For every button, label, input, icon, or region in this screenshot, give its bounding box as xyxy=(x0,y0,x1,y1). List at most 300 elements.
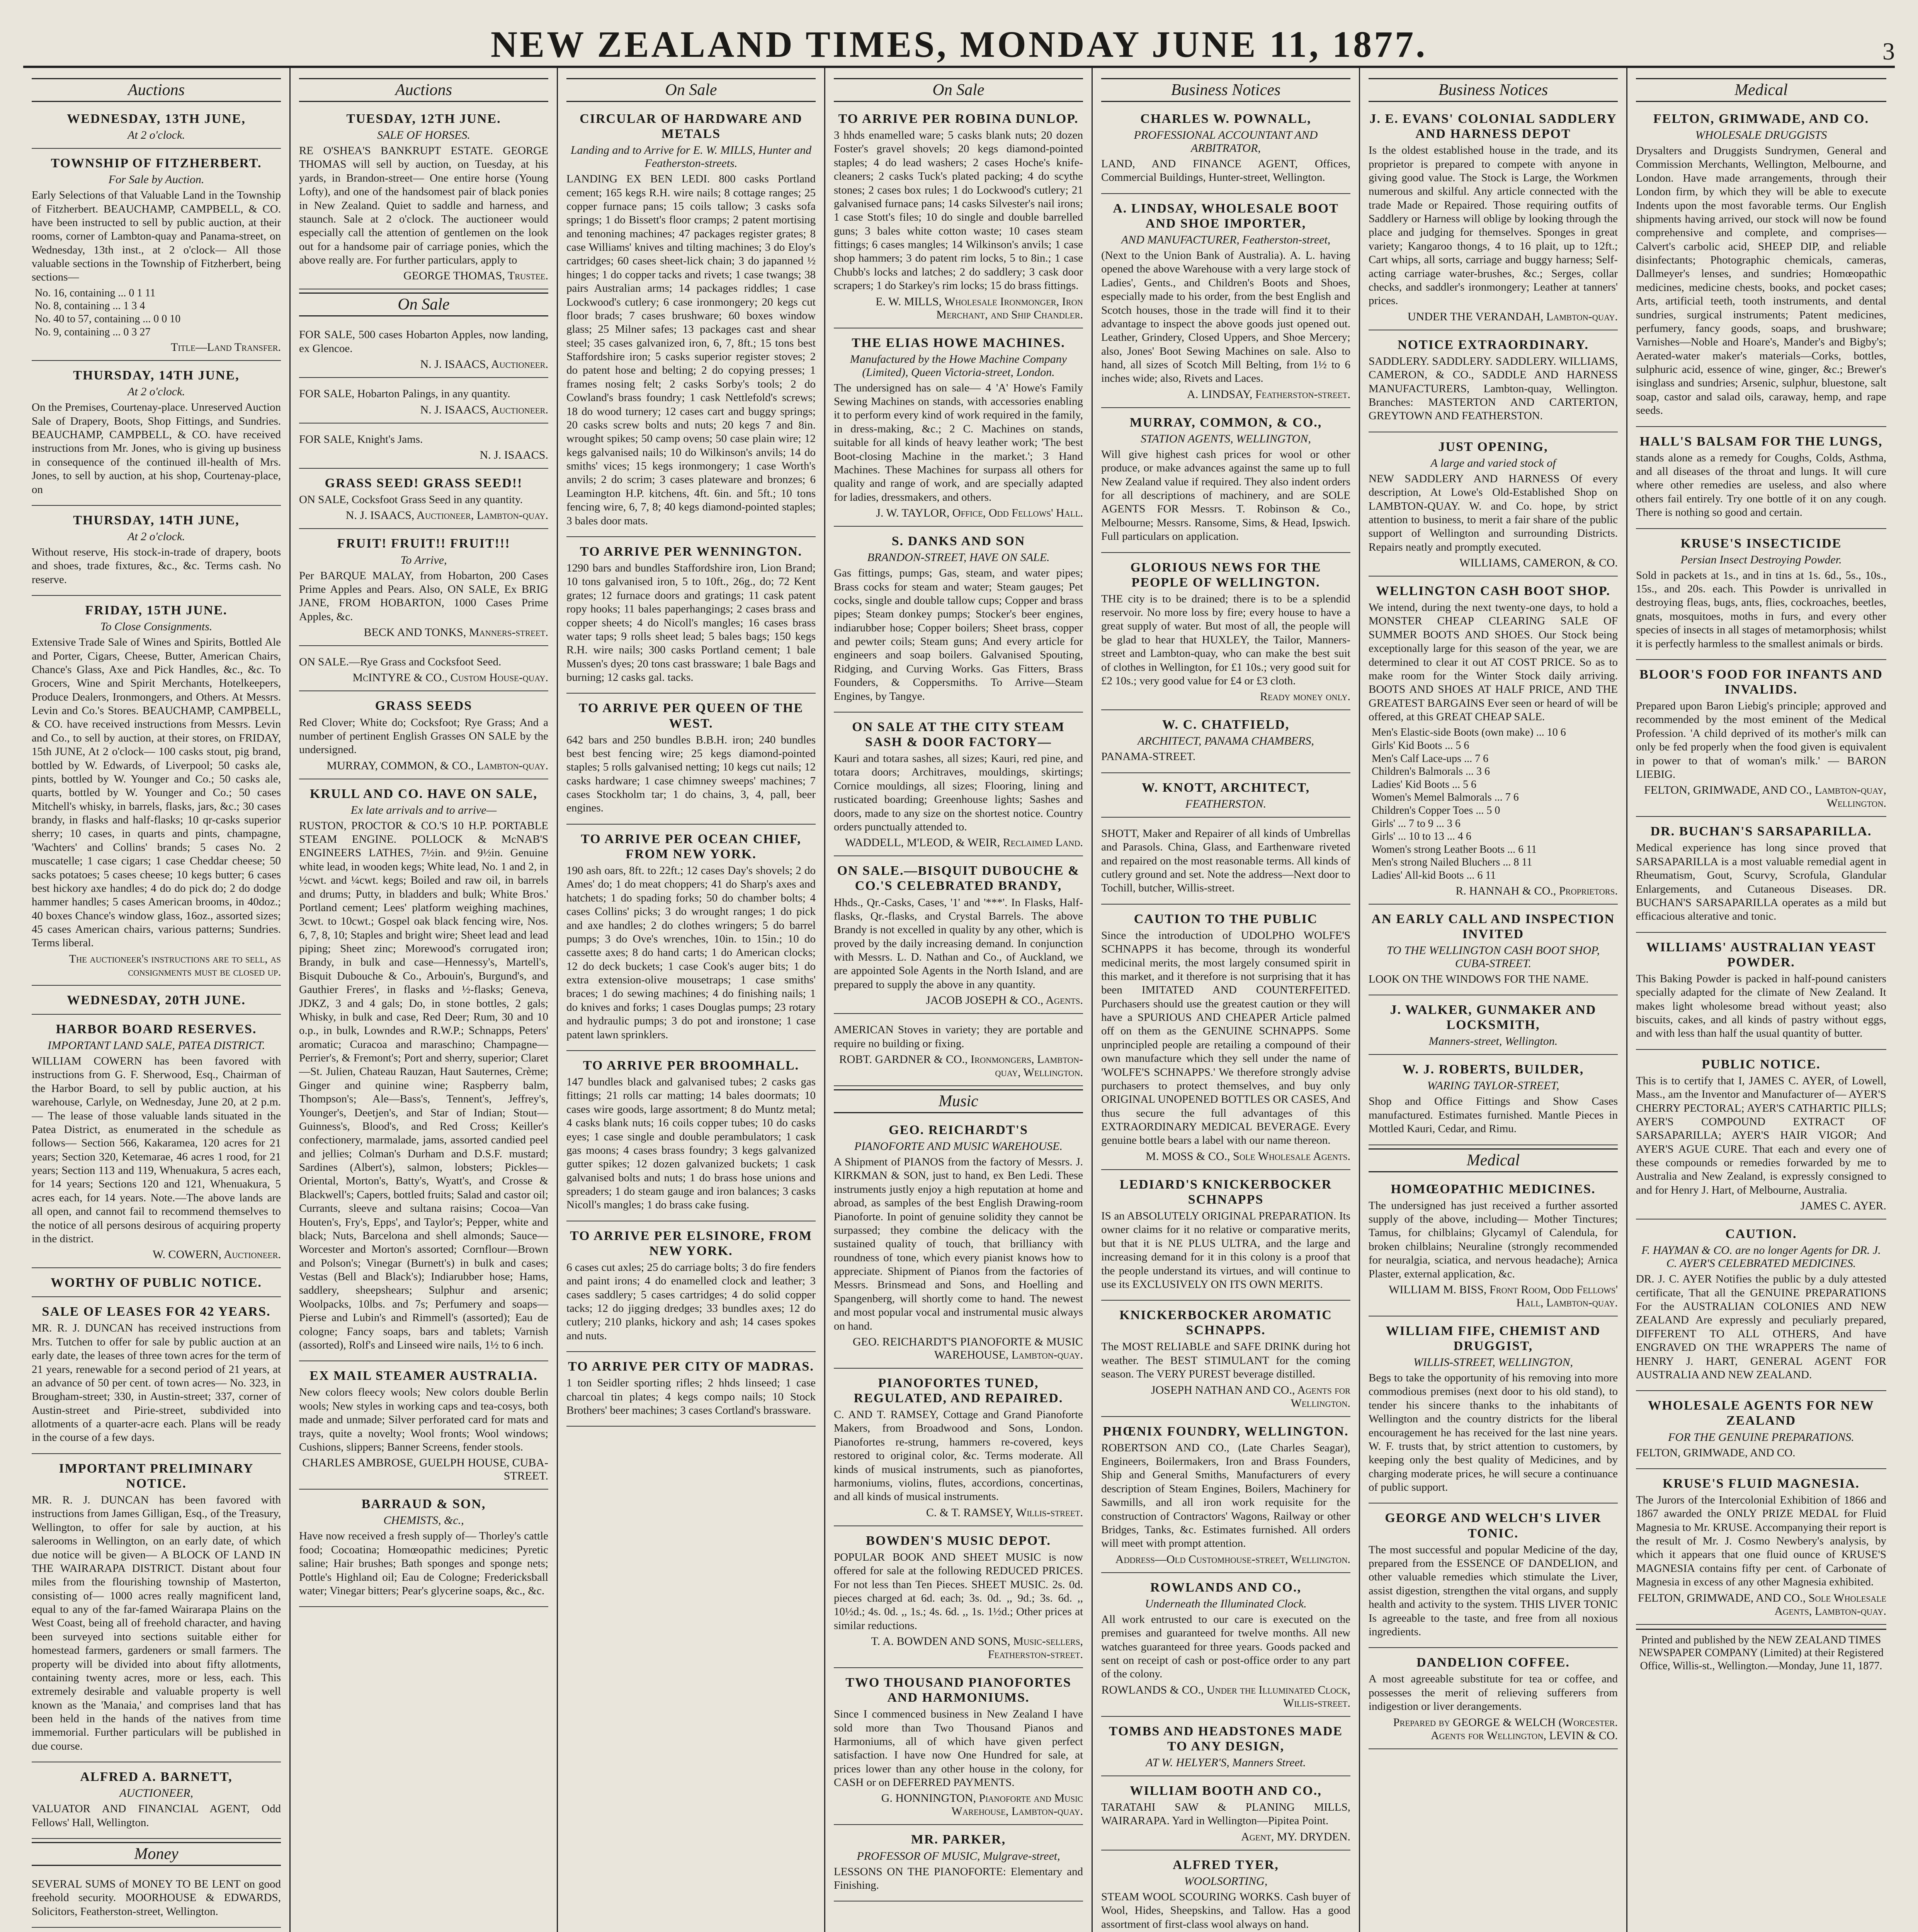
ad-body: MR. R. J. DUNCAN has received instructions from Mrs. Tutchen to offer for sale by public auction at an early date, the leases of three town acres for the term of 21 years, renewable for a second period of 21 years, at an advance of 50 per cent. of town acres— No. 323, in Brougham-street; 330, in Austin-street; 337, corner of Austin-street and Pirie-street, subdivided into allotments of a quarter-acre each. Plans will be ready in the course of a few days. xyxy=(32,1322,281,1444)
advertisement xyxy=(32,1765,281,1839)
ad-body: The MOST RELIABLE and SAFE DRINK during hot weather. The BEST STIMULANT for the coming season. The VERY PUREST beverage distilled. xyxy=(1101,1340,1350,1381)
ad-heading: ON SALE.—BISQUIT DUBOUCHE & CO.'S CELEBRATED BRANDY, xyxy=(837,864,1080,893)
ad-list-item: Children's Balmorals ... 3 6 xyxy=(1372,765,1490,778)
section-heading: Money xyxy=(32,1842,281,1866)
ad-subheading: PROFESSOR OF MUSIC, Mulgrave-street, xyxy=(857,1849,1060,1862)
advertisement xyxy=(1101,1173,1350,1301)
ad-signature: BECK AND TONKS, Manners-street. xyxy=(364,626,548,639)
ad-heading: TOWNSHIP OF FITZHERBERT. xyxy=(51,156,262,171)
advertisement xyxy=(566,1225,816,1352)
ad-signature: WILLIAMS, CAMERON, & CO. xyxy=(1459,556,1618,569)
advertisement xyxy=(1369,908,1618,996)
ad-heading: PUBLIC NOTICE. xyxy=(1702,1057,1821,1071)
ad-heading: ALFRED TYER, xyxy=(1173,1857,1279,1872)
advertisement xyxy=(1101,1854,1350,1932)
advertisement xyxy=(834,1119,1083,1369)
advertisement xyxy=(834,859,1083,1014)
ad-heading: BARRAUD & SON, xyxy=(361,1497,486,1512)
ad-subheading: FOR THE GENUINE PREPARATIONS. xyxy=(1668,1430,1854,1444)
ad-body: WILLIAM COWERN has been favored with instructions from G. F. Sherwood, Esq., Chairman of the Harbor Board, to sell by public auction, at his warehouse, Carlyle, on Wednesday, June 20, at 2 p.m.— The lease of those valuable lands situated in the Patea District, as enumerated in the schedule as follows— Section 566, Kakaramea, 120 acres for 21 years; Section 320, Ketemarae, 46 acres 1 rood, for 21 years; Section 113 and 119, Whenuakura, 5 acres each, for 14 years; Sections 120 and 121, Whenuakura, 5 acres each, for 14 years. Note.—The above lands are all open, and cannot fail to recommend themselves to the notice of all persons desirous of acquiring property in the district. xyxy=(32,1055,281,1245)
advertisement xyxy=(834,1828,1083,1901)
ad-signature: Agent, MY. DRYDEN. xyxy=(1241,1830,1350,1843)
advertisement xyxy=(566,1054,816,1221)
ad-signature: ROWLANDS & CO., Under the Illuminated Clock, Willis-street. xyxy=(1101,1683,1350,1709)
advertisement xyxy=(1101,411,1350,553)
ad-heading: ON SALE AT THE CITY STEAM SASH & DOOR FACTORY— xyxy=(852,719,1065,749)
column-5 xyxy=(1093,68,1360,1932)
advertisement xyxy=(1636,1223,1886,1391)
ad-heading: PIANOFORTES TUNED, REGULATED, AND REPAIRED. xyxy=(854,1376,1063,1405)
ad-signature: Ready money only. xyxy=(1260,690,1350,703)
ad-list-item: Women's Memel Balmorals ... 7 6 xyxy=(1372,791,1519,804)
advertisement xyxy=(1101,1779,1350,1850)
advertisement xyxy=(1636,1394,1886,1469)
ad-heading: TWO THOUSAND PIANOFORTES AND HARMONIUMS. xyxy=(845,1675,1071,1705)
ad-body: The undersigned has on sale— 4 'A' Howe's Family Sewing Machines on stands, with accessories enabling it to perform every kind of work required in the family, in dress-making, &c.; 2 C. Machines on stands, suitable for all kinds of heavy leather work; 'The best Boot-closing Machine in the market.'; 3 Hand Machines. These Machines for surpass all others for quality and range of work, and are specially adapted for ladies, dressmakers, and others. xyxy=(834,381,1083,503)
ad-body: Kauri and totara sashes, all sizes; Kauri, red pine, and totara doors; Architraves, mouldings, skirtings; Cornice mouldings, all sizes; Flooring, lining and rusticated boarding; Greenhouse lights; Sashes and doors, made to any size on the shortest notice. Country orders punctually attended to. xyxy=(834,752,1083,833)
ad-heading: W. C. CHATFIELD, xyxy=(1162,718,1290,732)
ad-list-item: Ladies' All-kid Boots ... 6 11 xyxy=(1372,869,1496,881)
ad-body: LOOK ON THE WINDOWS FOR THE NAME. xyxy=(1369,973,1589,985)
ad-body: LAND, AND FINANCE AGENT, Offices, Commercial Buildings, Hunter-street, Wellington. xyxy=(1101,158,1350,184)
ad-heading: FRUIT! FRUIT!! FRUIT!!! xyxy=(337,536,510,551)
ad-subheading: Manners-street, Wellington. xyxy=(1428,1035,1558,1048)
ad-heading: KRUSE'S FLUID MAGNESIA. xyxy=(1663,1476,1860,1491)
ad-heading: TO ARRIVE PER ELSINORE, FROM NEW YORK. xyxy=(570,1228,812,1258)
ad-signature: MURRAY, COMMON, & CO., Lambton-quay. xyxy=(326,759,548,772)
ad-heading: MURRAY, COMMON, & CO., xyxy=(1129,415,1322,430)
advertisement xyxy=(1101,713,1350,773)
ad-body: AMERICAN Stoves in variety; they are portable and require no building or fixing. xyxy=(834,1024,1083,1050)
ad-body: VALUATOR AND FINANCIAL AGENT, Odd Fellows' Hall, Wellington. xyxy=(32,1803,281,1829)
ad-signature: UNDER THE VERANDAH, Lambton-quay. xyxy=(1407,310,1618,323)
advertisement xyxy=(1101,1304,1350,1417)
advertisement xyxy=(1101,776,1350,818)
ad-signature: N. J. ISAACS, Auctioneer, Lambton-quay. xyxy=(345,509,548,522)
ad-body: RUSTON, PROCTOR & CO.'S 10 H.P. PORTABLE STEAM ENGINE. POLLOCK & McNAB'S ENGINEERS LATHES, 7½in. and 9½in. Genuine white lead, in wooden kegs; White lead, No. 1 and 2, in ½cwt. and ¼cwt. kegs; Boiled and raw oil, in barrels and drums; Putty, in bladders and bulk; White Bros.' Portland cement; Lees' platform weighing machines, 3cwt. to 10cwt.; Gospel oak black fencing wire, Nos. 6, 7, 8, 10; Staples and bright wire; Sheet lead and lead piping; Sheet zinc; Morewood's corrugated iron; Brandy, in bulk and case—Hennessy's, Martell's, Bisquit Dubouche & Co., Arbouin's, Burgund's, and Gauthier Freres', in flasks and ½-flasks; Geneva, JDKZ, 3 and 4 gals; Do, in stone bottles, 2 gals; Whisky, in bulk and case, Red Deer; Rum, 30 and 10 o.p., in bulk, Lowndes and R.W.P.; Schnapps, Peters' aromatic; Curacoa and maraschino; Champagne—Perrier's, & Fremont's; Port and sherry, superior; Claret—St. Julien, Chateau Rauzan, Haut Sauternes, Crème; Ginger and quinine wine; Raspberry balm, Thompson's; Ale—Bass's, Tennent's, Jeffrey's, Younger's, Deetjen's, and Star of Indian; Stout—Guinness's, Blood's, and Red Cross; Keiller's confectionery, marmalade, jams, assorted candied peel and jellies; Colman's Durham and D.S.F. mustard; Sardines (Albert's), salmon, lobsters; Pickles—Oriental, Morton's, Batty's, Wyatt's, and Crosse & Blackwell's; Capers, bottled fruits; Salad and castor oil; Currants, sleeve and sultana raisins; Cocoa—Van Houten's, Fry's, Epps', and Taylor's; Pepper, white and black; Nuts, Barcelona and shell almonds; Sauce—Worcester and Morton's assorted; Cornflour—Brown and Polson's; Vinegar (Burnett's) in bulk and cases; Vestas (Bell and Black's); Indiarubber hose; Hams, saddlery, sheepshears; Sulphur and arsenic; Woolpacks, 10lbs. and 7s; Perfumery and soaps—Pierse and Lubin's and Rimmell's (assorted); Eau de cologne; Fancy soaps, bars and tablets; Varnish (assorted), Rolf's and Linseed wire nails, 1½ to 6 inch. xyxy=(299,819,548,1351)
advertisement xyxy=(1101,197,1350,408)
ad-heading: GLORIOUS NEWS FOR THE PEOPLE OF WELLINGTON. xyxy=(1130,560,1321,590)
advertisement xyxy=(1101,107,1350,194)
ad-heading: DR. BUCHAN'S SARSAPARILLA. xyxy=(1650,824,1872,839)
section-heading: Medical xyxy=(1636,78,1886,102)
ad-heading: AN EARLY CALL AND INSPECTION INVITED xyxy=(1371,912,1615,941)
ad-signature: J. W. TAYLOR, Office, Odd Fellows' Hall. xyxy=(876,507,1083,520)
ad-body: IS an ABSOLUTELY ORIGINAL PREPARATION. Its owner claims for it no relative or comparative merits, but that it is NE PLUS ULTRA, and the large and increasing demand for it in this colony is a proof that the people understand its virtues, and will continue to use its EXCLUSIVELY ON ITS OWN MERITS. xyxy=(1101,1210,1350,1291)
ad-subheading: A large and varied stock of xyxy=(1430,456,1556,469)
advertisement xyxy=(32,364,281,506)
ad-heading: ROWLANDS AND CO., xyxy=(1150,1580,1302,1595)
ad-signature: N. J. ISAACS, Auctioneer. xyxy=(420,403,548,416)
advertisement xyxy=(566,540,816,694)
ad-subheading: PROFESSIONAL ACCOUNTANT AND ARBITRATOR, xyxy=(1134,129,1318,155)
ad-list-item: Men's Calf Lace-ups ... 7 6 xyxy=(1372,752,1489,765)
advertisement xyxy=(1636,1053,1886,1219)
ad-body: Prepared upon Baron Liebig's principle; approved and recommended by the most eminent of the Medical Profession. 'A child deprived of its mother's milk can only be fed properly when the food given is equivalent in power to that of woman's milk.' — BARON LIEBIG. xyxy=(1636,700,1886,781)
ad-list xyxy=(1369,726,1618,882)
ad-heading: CHARLES W. POWNALL, xyxy=(1140,112,1311,126)
advertisement xyxy=(299,427,548,469)
advertisement xyxy=(32,1457,281,1762)
ad-signature: E. W. MILLS, Wholesale Ironmonger, Iron Merchant, and Ship Chandler. xyxy=(876,295,1083,321)
ad-list-item: Women's strong Leather Boots ... 6 11 xyxy=(1372,843,1537,855)
ad-heading: TO ARRIVE PER ROBINA DUNLOP. xyxy=(838,112,1079,126)
ad-signature: G. HONNINGTON, Pianoforte and Music Warehouse, Lambton-quay. xyxy=(881,1792,1083,1818)
advertisement xyxy=(834,1017,1083,1086)
masthead-title: NEW ZEALAND TIMES, MONDAY JUNE 11, 1877. xyxy=(490,24,1428,65)
advertisement xyxy=(1101,1576,1350,1717)
ad-heading: TO ARRIVE PER WENNINGTON. xyxy=(580,544,803,559)
ad-signature: T. A. BOWDEN AND SONS, Music-sellers, Featherston-street. xyxy=(871,1635,1083,1661)
ad-signature: Prepared by GEORGE & WELCH (Worcester. Agents for Wellington, LEVIN & CO. xyxy=(1393,1716,1618,1742)
advertisement xyxy=(834,530,1083,713)
advertisement xyxy=(299,1493,548,1607)
advertisement xyxy=(1636,532,1886,660)
ad-body: 1 ton Seidler sporting rifles; 2 hhds linseed; 1 case charcoal tin plates; 4 kegs compo nails; 10 Stock Brothers' beer machines; 3 cases Cortland's brassware. xyxy=(566,1377,816,1417)
ad-subheading: WOOLSORTING, xyxy=(1184,1874,1268,1888)
column-6 xyxy=(1360,68,1627,1932)
advertisement xyxy=(299,107,548,289)
advertisement xyxy=(834,1372,1083,1526)
ad-body: FOR SALE, Hobarton Palings, in any quantity. xyxy=(299,388,510,400)
ad-heading: KNICKERBOCKER AROMATIC SCHNAPPS. xyxy=(1119,1308,1332,1338)
advertisement xyxy=(566,1355,816,1427)
ad-signature: Address—Old Customhouse-street, Wellington. xyxy=(1115,1553,1350,1566)
ad-subheading: WILLIS-STREET, WELLINGTON, xyxy=(1413,1356,1573,1369)
ad-heading: THURSDAY, 14TH JUNE, xyxy=(73,513,240,527)
advertisement xyxy=(1101,821,1350,905)
ad-body: 1290 bars and bundles Staffordshire iron, Lion Brand; 10 tons galvanised iron, 5 to 10ft., 26g., do; 72 Kent grates; 12 furnace doors and gratings; 11 cask patent ropy hooks; 11 bales paperhangings; 2 cases brass and copper sheets; 4 do Nicoll's mangles; 16 cases brass water taps; 9 rolls sheet lead; 5 bales bags; 150 kegs R.H. wire nails; 300 casks Portland cement; 1 bale Mussen's dyes; 20 tons cast brassware; 1 bale Bags and burning; 12 casks gal. tacks. xyxy=(566,562,816,684)
ad-body: A Shipment of PIANOS from the factory of Messrs. J. KIRKMAN & SON, just to hand, ex Ben Ledi. These instruments justly enjoy a high reputation at home and abroad, as samples of the best English Drawing-room Pianoforte. In point of genuine solidity they cannot be surpassed; they combine the delicacy with the sustained quality of touch, that brilliancy with roundness of tone, which every pianist knows how to appreciate. Shipment of Pianos from the factories of Messrs. Brinsmead and Sons, and Hoelling and Spangenberg, will shortly come to hand. The newest and most popular vocal and instrumental music always on hand. xyxy=(834,1156,1083,1332)
ad-heading: CIRCULAR OF HARDWARE AND METALS xyxy=(580,112,803,141)
ad-heading: WELLINGTON CASH BOOT SHOP. xyxy=(1376,584,1610,598)
ad-list-item: No. 16, containing ... 0 1 11 xyxy=(35,287,156,299)
ad-list xyxy=(32,287,281,338)
ad-body: stands alone as a remedy for Coughs, Colds, Asthma, and all diseases of the throat and lungs. It will cure where other remedies are useless, and also where others fail entirely. Try one bottle of it on any cough. There is nothing so good and certain. xyxy=(1636,451,1886,519)
ad-body: Red Clover; White do; Cocksfoot; Rye Grass; And a number of pertinent English Grasses ON SALE by the undersigned. xyxy=(299,716,548,756)
advertisement xyxy=(32,989,281,1015)
ad-subheading: WARING TAYLOR-STREET, xyxy=(1427,1079,1559,1092)
advertisement xyxy=(566,107,816,537)
ad-subheading: For Sale by Auction. xyxy=(108,173,204,186)
advertisement xyxy=(1369,998,1618,1055)
section-heading: On Sale xyxy=(566,78,816,102)
ad-body: Hhds., Qr.-Casks, Cases, '1' and '***'. In Flasks, Half-flasks, Qr.-flasks, and Crystal Barrels. The above Brandy is not excelled in quality by any other, which is proved by the daily increasing demand. In conjunction with Messrs. L. D. Nathan and Co., of Auckland, we are appointed Sole Agents in the North Island, and are prepared to supply the above in any quantity. xyxy=(834,896,1083,991)
section-heading: On Sale xyxy=(299,293,548,316)
ad-subheading: IMPORTANT LAND SALE, PATEA DISTRICT. xyxy=(48,1039,265,1052)
ad-list-item: Men's Elastic-side Boots (own make) ... 10 6 xyxy=(1372,726,1566,739)
advertisement xyxy=(1101,1420,1350,1573)
ad-body: SADDLERY. SADDLERY. SADDLERY. WILLIAMS, CAMERON, & CO., SADDLE AND HARNESS MANUFACTURERS, Lambton-quay, Wellington. Branches: MASTERTON AND CARTERTON, GREYTOWN AND FEATHERSTON. xyxy=(1369,355,1618,422)
ad-signature: McINTYRE & CO., Custom House-quay. xyxy=(352,671,548,684)
ad-subheading: Manufactured by the Howe Machine Company (Limited), Queen Victoria-street, London. xyxy=(850,352,1067,379)
ad-subheading: AND MANUFACTURER, Featherston-street, xyxy=(1121,233,1331,247)
ad-subheading: ARCHITECT, PANAMA CHAMBERS, xyxy=(1138,735,1314,748)
advertisement xyxy=(1636,936,1886,1050)
ad-body: 190 ash oars, 8ft. to 22ft.; 12 cases Day's shovels; 2 do Ames' do; 1 do meat choppers; 41 do Sharp's axes and hatchets; 1 do spading forks; 50 do chamber bolts; 4 cases Collins' picks; 3 do wrought ranges; 1 do pick and axe handles; 2 do clothes wringers; 5 do barrel pumps; 3 do Ove's wrenches, 10in. to 15in.; 10 do cassette axes; 8 do hand carts; 1 do American clocks; 12 do deck buckets; 1 case Cook's auger bits; 1 do extra extension-olive mousetraps; 1 case smiths' braces; 1 do sewing machines; 4 do finishing nails; 1 do knives and forks; 1 cases Douglas pumps; 23 rotary and hydraulic pumps; 3 do pot and ironstone; 1 case patent lawn sprinklers. xyxy=(566,864,816,1041)
ad-signature: R. HANNAH & CO., Proprietors. xyxy=(1456,884,1618,897)
ad-signature: FELTON, GRIMWADE, AND CO., Lambton-quay, Wellington. xyxy=(1644,784,1886,810)
advertisement xyxy=(834,1671,1083,1825)
ad-subheading: FEATHERSTON. xyxy=(1185,797,1267,810)
ad-body: Gas fittings, pumps; Gas, steam, and water pipes; Brass cocks for steam and water; Steam gauges; Pet cocks, single and double tallow cups; Copper and brass pipes; Steam donkey pumps; Stocker's beer engines, indiarubber hose; Copper boilers; Sheet brass, copper and pewter coils; Steam guns; And every article for engineers and soap boilers. Galvanised Spouting, Ridging, and Curving Works. Gas Fitters, Brass Founders, & Coppersmiths. To Arrive—Steam Engines, by Tangye. xyxy=(834,567,1083,702)
ad-subheading: CHEMISTS, &c., xyxy=(383,1514,464,1527)
ad-heading: J. WALKER, GUNMAKER AND LOCKSMITH, xyxy=(1390,1003,1597,1032)
advertisement xyxy=(32,107,281,149)
ad-heading: S. DANKS AND SON xyxy=(891,534,1025,549)
ad-subheading: Landing and to Arrive for E. W. MILLS, Hunter and Featherston-streets. xyxy=(570,144,812,170)
ad-body: LESSONS ON THE PIANOFORTE: Elementary and Finishing. xyxy=(834,1865,1083,1891)
ad-body: Medical experience has long since proved that SARSAPARILLA is a most valuable remedial agent in Rheumatism, Gout, Scurvy, Scrofula, Glandular Enlargements, and Cutaneous Diseases. DR. BUCHAN'S SARSAPARILLA operates as a mild but efficacious alterative and tonic. xyxy=(1636,842,1886,923)
advertisement xyxy=(299,694,548,779)
ad-heading: PHŒNIX FOUNDRY, WELLINGTON. xyxy=(1103,1424,1349,1439)
advertisement xyxy=(32,1018,281,1268)
ad-body: 3 hhds enamelled ware; 5 casks blank nuts; 20 dozen Foster's gravel shovels; 20 kegs diamond-pointed staples; 4 do lead washers; 2 cases Hoche's knife-cleaners; 2 casks Tuck's plated packing; 4 do scythe stones; 2 cases box rules; 1 do Lockwood's cutlery; 21 galvanised furnace pans; 14 casks Silvester's nail irons; 1 case Stott's files; 10 do single and double barrelled guns; 3 bales white cotton waste; 10 cases steam fittings; 6 cases mangles; 14 Wilkinson's anvils; 1 case shop hammers; 3 do patent rim locks, 5 to 8in.; 1 case Chubb's locks and latches; 2 do saddlery; 3 cask door scrapers; 1 do Starkey's rim locks; 15 do brass fittings. xyxy=(834,129,1083,292)
advertisement xyxy=(1369,1651,1618,1749)
advertisement xyxy=(1636,1472,1886,1625)
ad-signature: WILLIAM M. BISS, Front Room, Odd Fellows' Hall, Lambton-quay. xyxy=(1389,1283,1618,1309)
ad-body: FELTON, GRIMWADE, AND CO. xyxy=(1636,1446,1796,1459)
ad-heading: FRIDAY, 15TH JUNE. xyxy=(85,603,228,618)
section-heading: Medical xyxy=(1369,1148,1618,1172)
ad-heading: WEDNESDAY, 20TH JUNE. xyxy=(67,993,246,1007)
ad-signature: JOSEPH NATHAN AND CO., Agents for Wellington. xyxy=(1151,1383,1350,1410)
ad-signature: JAMES C. AYER. xyxy=(1800,1199,1886,1213)
ad-body: On the Premises, Courtenay-place. Unreserved Auction Sale of Drapery, Boots, Shop Fittings, and Sundries. BEAUCHAMP, CAMPBELL, & CO. have received instructions from Mr. Jones, who is giving up business in consequence of the continued ill-health of Mrs. Jones, to sell by auction, at his shop, Courtenay-place, on xyxy=(32,401,281,496)
ad-heading: DANDELION COFFEE. xyxy=(1416,1655,1570,1670)
advertisement xyxy=(299,782,548,1362)
ad-body: LANDING EX BEN LEDI. 800 casks Portland cement; 165 kegs R.H. wire nails; 8 cottage ranges; 25 copper furnace pans; 15 coils tallow; 3 casks sofa springs; 1 do Bissett's floor cramps; 2 patent mortising and tenoning machines; 47 packages register grates; 8 case Williams' knives and tilting machines; 3 do Eloy's cartridges; 60 cases sheet-lick chain; 3 do japanned ½ hinges; 1 do copper tacks and rivets; 1 case twangs; 38 pairs Australian arms; 14 packages riddles; 1 case Lockwood's cutlery; 6 case ironmongery; 20 kegs cut floor brads; 7 cases brushware; 60 boxes window glass; 25 Milner safes; 13 packages cast and shear steel; 35 cases galvanized iron, 6, 7, 8ft.; 15 tons best Staffordshire iron; 5 casks superior register stoves; 2 do patent hose and belting; 2 do copying presses; 1 frames nosing felt; 2 casks Sorby's tools; 2 do Cowland's brass foundry; 1 cask Nettlefold's screws; 18 do wood turnery; 12 cases cart and buggy springs; 20 casks screw bolts and nuts; 20 kegs 7 and 8in. wrought spikes; 50 camp ovens; 50 case plain wire; 12 kegs galvanised nails; 10 do Wilkinson's anvils; 14 do smiths' vices; 15 kegs ironmongery; 1 case Worth's anvils; 2 do scrim; 3 cases plateware and bronzes; 6 Leamington H.P. kitchens, 4ft. 6in. and 5ft.; 10 tons fencing wire, 6, 7, 8; 40 kegs diamond-pointed staples; 3 bales door mats. xyxy=(566,173,816,527)
advertisement xyxy=(299,532,548,646)
ad-body: This is to certify that I, JAMES C. AYER, of Lowell, Mass., am the Inventor and Manufacturer of— AYER'S CHERRY PECTORAL; AYER'S CATHARTIC PILLS; AYER'S COMPOUND EXTRACT OF SARSAPARILLA; AYER'S HAIR VIGOR; And AYER'S AGUE CURE. That each and every one of these compounds or remedies forwarded by me to Australia and New Zealand, is expressly consigned to and for Henry J. Hart, of Melbourne, Australia. xyxy=(1636,1074,1886,1196)
ad-list-item: Men's strong Nailed Bluchers ... 8 11 xyxy=(1372,856,1532,869)
page-number: 3 xyxy=(1882,37,1895,65)
ad-subheading: At 2 o'clock. xyxy=(128,530,185,543)
ad-heading: SALE OF LEASES FOR 42 YEARS. xyxy=(42,1304,271,1319)
ad-signature: FELTON, GRIMWADE, AND CO., Sole Wholesale Agents, Lambton-quay. xyxy=(1638,1591,1886,1617)
ad-heading: IMPORTANT PRELIMINARY NOTICE. xyxy=(59,1461,254,1491)
ad-subheading: Ex late arrivals and to arrive— xyxy=(350,803,497,816)
advertisement xyxy=(1636,663,1886,817)
ad-body: C. AND T. RAMSEY, Cottage and Grand Pianoforte Makers, from Broadwood and Sons, London. Pianofortes re-strung, hammers re-covered, keys restored to original color, &c. Terms moderate. All kinds of musical instruments, such as pianofortes, harmoniums, violins, flutes, accordions, concertinas, and all kinds of musical instruments. xyxy=(834,1408,1083,1503)
ad-heading: HARBOR BOARD RESERVES. xyxy=(56,1022,257,1036)
ad-signature: M. MOSS & CO., Sole Wholesale Agents. xyxy=(1146,1150,1350,1163)
ad-body: Without reserve, His stock-in-trade of drapery, boots and shoes, trade fixtures, &c., &c. Terms cash. No reserve. xyxy=(32,546,281,586)
ad-body: The Jurors of the Intercolonial Exhibition of 1866 and 1867 awarded the ONLY PRIZE MEDAL for Fluid Magnesia to Mr. KRUSE. Accompanying their report is the result of Mr. J. Cosmo Newbery's analysis, by which it appears that one fluid ounce of KRUSE'S MAGNESIA contains fifty per cent. of Carbonate of Magnesia in excess of any other Magnesia exhibited. xyxy=(1636,1493,1886,1588)
ad-heading: W. KNOTT, ARCHITECT, xyxy=(1141,780,1310,795)
ad-subheading: To Close Consignments. xyxy=(100,620,213,633)
ad-signature: The auctioneer's instructions are to sell, as consignments must be closed up. xyxy=(69,952,281,978)
ad-heading: CAUTION. xyxy=(1725,1227,1797,1242)
advertisement xyxy=(566,697,816,824)
ad-body: ON SALE, Cocksfoot Grass Seed in any quantity. xyxy=(299,493,523,506)
advertisement xyxy=(32,599,281,986)
ad-heading: CAUTION TO THE PUBLIC xyxy=(1134,912,1318,926)
ad-body: ROBERTSON AND CO., (Late Charles Seagar), Engineers, Boilermakers, Iron and Brass Founders, Ship and General Smiths, Manufacturers of every description of Steam Engines, Boilers, Machinery for Sawmills, and all iron work requisite for the construction of Contractors' Wagons, Railway or other Bridges, Tanks, &c. Estimates furnished. All orders will meet with prompt attention. xyxy=(1101,1441,1350,1550)
advertisement xyxy=(834,332,1083,527)
ad-body: MR. R. J. DUNCAN has been favored with instructions from James Gilligan, Esq., of the Treasury, Wellington, to offer for sale by auction, at his salerooms in Wellington, on an early date, of which due notice will be given— A BLOCK OF LAND IN THE WAIRARAPA DISTRICT. Distant about four miles from the flourishing township of Masterton, consisting of— 1000 acres really magnificent land, equal to any of the far-famed Wairarapa Plains on the West Coast, being all of freehold character, and having been surveyed into sections suitable either for homestead farmers, gardeners or small farmers. The property will be divided into about fifty allotments, containing twenty acres, more or less, each. This extremely desirable and valuable property is well known as the 'Manaia,' and comprises land that has been held in the hands of the natives from time immemorial. Further particulars will be published in due course. xyxy=(32,1494,281,1752)
advertisement xyxy=(32,152,281,361)
ad-heading: WORTHY OF PUBLIC NOTICE. xyxy=(51,1276,262,1290)
ad-heading: TO ARRIVE PER OCEAN CHIEF, FROM NEW YORK. xyxy=(581,832,801,861)
ad-subheading: To Arrive, xyxy=(400,553,447,566)
ad-body: Early Selections of that Valuable Land in the Township of Fitzherbert. BEAUCHAMP, CAMPBELL, & CO. have been instructed to sell by public auction, at their rooms, corner of Lambton-quay and Panama-street, on Wednesday, 13th inst., at 2 o'clock— All those valuable sections in the Township of Fitzherbert, being sections— xyxy=(32,189,281,284)
ad-heading: WHOLESALE AGENTS FOR NEW ZEALAND xyxy=(1648,1398,1874,1428)
advertisement xyxy=(1369,435,1618,577)
ad-heading: WILLIAM FIFE, CHEMIST AND DRUGGIST, xyxy=(1386,1323,1601,1353)
ad-heading: NOTICE EXTRAORDINARY. xyxy=(1398,337,1589,352)
ad-subheading: AT W. HELYER'S, Manners Street. xyxy=(1146,1756,1306,1769)
ad-body: POPULAR BOOK AND SHEET MUSIC is now offered for sale at the following REDUCED PRICES. For not less than Ten Pieces. SHEET MUSIC. 2s. 0d. pieces charged at 6d. each; 3s. 0d. ,, 9d.; 3s. 6d. ,, 10½d.; 4s. 0d. ,, 1s.; 4s. 6d. ,, 1s. 1½d.; Other prices at similar reductions. xyxy=(834,1551,1083,1632)
ad-list-item: Girls' ... 7 to 9 ... 3 6 xyxy=(1372,817,1461,830)
ad-body: Will give highest cash prices for wool or other produce, or make advances against the same up to full New Zealand value if required. They also indent orders for all descriptions of machinery, and are SOLE AGENTS FOR Messrs. T. Robinson & Co., Melbourne; Messrs. Ransome, Sims, & Head, Ipswich. Full particulars on application. xyxy=(1101,448,1350,543)
ad-body: The undersigned has just received a further assorted supply of the above, including— Mother Tinctures; Tamus, for chilblains; Glycamyl of Calendula, for broken chilblains; Neuraline (strongly recommended for neuralgia, sciatica, and nervous headache); Arnica Plaster, external application, &c. xyxy=(1369,1199,1618,1280)
ad-heading: HALL'S BALSAM FOR THE LUNGS, xyxy=(1639,434,1883,449)
ad-subheading: WHOLESALE DRUGGISTS xyxy=(1695,129,1827,142)
section-heading: On Sale xyxy=(834,78,1083,102)
ad-heading: WILLIAM BOOTH AND CO., xyxy=(1130,1783,1322,1798)
advertisement xyxy=(299,381,548,423)
ad-body: DR. J. C. AYER Notifies the public by a duly attested certificate, That all the GENUINE PREPARATIONS For the AUSTRALIAN COLONIES AND NEW ZEALAND Are expressly and peculiarly prepared, DIFFERENT TO ALL OTHERS, And have ENGRAVED ON THE WRAPPERS The name of HENRY J. HART, GENERAL AGENT FOR AUSTRALIA AND NEW ZEALAND. xyxy=(1636,1273,1886,1381)
ad-subheading: AUCTIONEER, xyxy=(119,1787,193,1800)
advertisement xyxy=(1369,1058,1618,1145)
ad-body: We intend, during the next twenty-one days, to hold a MONSTER CHEAP CLEARING SALE OF SUMMER BOOTS AND SHOES. Our Stock being exceptionally large for this season of the year, we are determined to clear it out AT COST PRICE. So as to make room for the Winter Stock daily arriving. BOOTS AND SHOES AT HALF PRICE, AND THE GREATEST BARGAINS Ever seen or heard of will be offered, at this GREAT CHEAP SALE. xyxy=(1369,601,1618,723)
ad-body: (Next to the Union Bank of Australia). A. L. having opened the above Warehouse with a very large stock of Ladies', Gents., and Children's Boots and Shoes, especially made to his order, from the best English and Scotch houses, those in the trade will find it to their advantage to inspect the above goods just opened out. Leather, Grindery, Closed Uppers, and Shoe Mercery; also, Jones' Boot Sewing Machines on sale. Also to hand, all sizes of Scotch Mill Belting, from 1½ to 6 inches wide; also, Rivets and Laces. xyxy=(1101,249,1350,385)
ad-body: Shop and Office Fittings and Show Cases manufactured. Estimates furnished. Mantle Pieces in Mottled Kauri, Cedar, and Rimu. xyxy=(1369,1095,1618,1135)
ad-subheading: At 2 o'clock. xyxy=(128,385,185,398)
ad-body: Since I commenced business in New Zealand I have sold more than Two Thousand Pianos and Harmoniums, all of which have given perfect satisfaction. I have now One Hundred for sale, at prices lower than any other house in the colony, for CASH or on DEFERRED PAYMENTS. xyxy=(834,1708,1083,1789)
ad-signature: CHARLES AMBROSE, GUELPH HOUSE, CUBA-STREET. xyxy=(302,1456,548,1483)
advertisement xyxy=(32,1871,281,1928)
advertisement xyxy=(1101,908,1350,1170)
ad-body: Per BARQUE MALAY, from Hobarton, 200 Cases Prime Apples and Pears. Also, ON SALE, Ex BRIG JANE, FROM HOBARTON, 1000 Cases Prime Apples, &c. xyxy=(299,569,548,623)
advertisement xyxy=(299,322,548,378)
ad-signature: Title—Land Transfer. xyxy=(171,341,281,354)
masthead xyxy=(23,15,1895,68)
advertisement xyxy=(1369,1320,1618,1504)
ad-heading: JUST OPENING, xyxy=(1438,439,1548,454)
ad-body: SEVERAL SUMS of MONEY TO BE LENT on good freehold security. MOORHOUSE & EDWARDS, Solicitors, Featherston-street, Wellington. xyxy=(32,1878,281,1918)
ad-heading: WILLIAMS' AUSTRALIAN YEAST POWDER. xyxy=(1646,940,1876,969)
advertisement xyxy=(1101,556,1350,711)
ad-list-item: Children's Copper Toes ... 5 0 xyxy=(1372,804,1500,817)
ad-list-item: No. 40 to 57, containing ... 0 0 10 xyxy=(35,313,181,325)
ad-body: RE O'SHEA'S BANKRUPT ESTATE. GEORGE THOMAS will sell by auction, on Tuesday, at his yards, in Brandon-street— One entire horse (Young Lofty), and one of the handsomest pair of black ponies in New Zealand. Quiet to saddle and harness, and staunch. Sale at 2 o'clock. The auctioneer would especially call the attention of gentlemen on the look out for a handsome pair of carriage ponies, which the above really are. For further particulars, apply to xyxy=(299,145,548,267)
column-4 xyxy=(825,68,1093,1932)
ad-list-item: No. 9, containing ... 0 3 27 xyxy=(35,326,151,338)
ad-signature: C. & T. RAMSEY, Willis-street. xyxy=(926,1506,1083,1519)
ad-heading: HOMŒOPATHIC MEDICINES. xyxy=(1391,1182,1596,1196)
ad-body: 642 bars and 250 bundles B.B.H. iron; 240 bundles best best fencing wire; 25 kegs diamond-pointed staples; 5 rolls galvanised netting; 10 kegs cut nails; 12 casks hardware; 1 case chimney sweeps' machines; 7 cases Stockholm tar; 1 do chains, 3, 4, pall, beer engines. xyxy=(566,733,816,815)
ad-heading: THE ELIAS HOWE MACHINES. xyxy=(852,335,1065,350)
ad-body: New colors fleecy wools; New colors double Berlin wools; New styles in working caps and tea-cosys, both made and unmade; Silver perforated card for mats and trays, quite a novelty; Wool fronts; Wool windows; Cushions, slippers; Banner Screens, fender stools. xyxy=(299,1386,548,1453)
ad-body: A most agreeable substitute for tea or coffee, and possesses the merit of relieving sufferers from indigestion or liver derangements. xyxy=(1369,1673,1618,1713)
ad-list-item: Girls' ... 10 to 13 ... 4 6 xyxy=(1372,830,1471,843)
ad-signature: GEO. REICHARDT'S PIANOFORTE & MUSIC WAREHOUSE, Lambton-quay. xyxy=(852,1335,1083,1361)
ad-heading: THURSDAY, 14TH JUNE, xyxy=(73,368,240,383)
ad-body: FOR SALE, 500 cases Hobarton Apples, now landing, ex Glencoe. xyxy=(299,328,548,355)
ad-body: Is the oldest established house in the trade, and its proprietor is prepared to compete with anyone in giving good value. The Stock is Large, the Workmen numerous and skilful. Any article connected with the trade Made or Repaired. Those requiring outfits of Saddlery or Harness will oblige by looking through the place and judging for themselves. Sponges in great variety; Kangaroo thongs, 4 to 16 plait, up to 12ft.; Cart whips, all sorts, carriage and buggy harness; Self-acting carriage water-brushes, &c.; Serges, collar checks, and saddler's ironmongery; Leather at tanners' prices. xyxy=(1369,144,1618,307)
ad-body: 147 bundles black and galvanised tubes; 2 casks gas fittings; 21 rolls car matting; 14 bales doormats; 10 cases wire goods, large assortment; 8 do Muntz metal; 4 casks blank nuts; 16 coils copper tubes; 10 do casks eyes; 1 case single and double perambulators; 1 cask gas moons; 4 cases brass foundry; 3 kegs galvanized gutter spikes; 12 dozen galvanized buckets; 1 cask galvanised bolts and nuts; 1 do brass hose unions and spreaders; 1 do steam gauge and iron balances; 3 casks Nicoll's mangles; 1 do brass cake fusing. xyxy=(566,1076,816,1211)
ad-heading: TOMBS AND HEADSTONES MADE TO ANY DESIGN, xyxy=(1109,1724,1343,1753)
ad-heading: EX MAIL STEAMER AUSTRALIA. xyxy=(309,1369,538,1383)
section-heading: Auctions xyxy=(299,78,548,102)
ad-heading: BLOOR'S FOOD FOR INFANTS AND INVALIDS. xyxy=(1639,667,1883,697)
advertisement xyxy=(1369,580,1618,905)
advertisement xyxy=(1369,107,1618,330)
advertisement xyxy=(32,1271,281,1297)
section-heading: Business Notices xyxy=(1101,78,1350,102)
advertisement xyxy=(834,1529,1083,1668)
ad-heading: ALFRED A. BARNETT, xyxy=(80,1770,233,1784)
ad-signature: JACOB JOSEPH & CO., Agents. xyxy=(926,994,1083,1007)
ad-body: NEW SADDLERY AND HARNESS Of every description, At Lowe's Old-Established Shop on LAMBTON-QUAY. W. and Co. hope, by strict attention to business, to merit a fair share of the public support of Wellington and surrounding Districts. Repairs neatly and promptly executed. xyxy=(1369,472,1618,553)
ad-heading: KRUSE'S INSECTICIDE xyxy=(1680,536,1842,551)
ad-heading: J. E. EVANS' COLONIAL SADDLERY AND HARNESS DEPOT xyxy=(1369,112,1617,141)
advertisement xyxy=(1369,333,1618,432)
ad-subheading: BRANDON-STREET, HAVE ON SALE. xyxy=(867,551,1050,564)
advertisement xyxy=(299,649,548,691)
ad-list-item: Girls' Kid Boots ... 5 6 xyxy=(1372,740,1469,752)
advertisement xyxy=(299,1364,548,1490)
ad-heading: WEDNESDAY, 13TH JUNE, xyxy=(67,112,246,126)
ad-list-item: Ladies' Kid Boots ... 5 6 xyxy=(1372,778,1477,791)
advertisement xyxy=(834,716,1083,856)
ad-body: The most successful and popular Medicine of the day, prepared from the ESSENCE OF DANDELION, and other valuable remedies which stimulate the Liver, assist digestion, strengthen the vital organs, and supply health and activity to the system. THIS LIVER TONIC Is agreeable to the taste, and free from all noxious ingredients. xyxy=(1369,1543,1618,1638)
ad-body: FOR SALE, Knight's Jams. xyxy=(299,433,423,446)
column-3 xyxy=(558,68,825,1932)
ad-signature: GEORGE THOMAS, Trustee. xyxy=(403,269,548,282)
ad-heading: TUESDAY, 12TH JUNE. xyxy=(346,112,501,126)
ad-body: Extensive Trade Sale of Wines and Spirits, Bottled Ale and Porter, Cigars, Cheese, Butter, American Chairs, Chance's Glass, Axe and Pick Handles, &c., &c. To Grocers, Wine and Spirit Merchants, Hotelkeepers, Produce Dealers, Ironmongers, and Others. At Messrs. Levin and Co.'s Stores. BEAUCHAMP, CAMPBELL, & CO. have received instructions from Messrs. Levin and Co., to sell by auction, at their stores, on FRIDAY, 15th JUNE, At 2 o'clock— 100 casks stout, pig brand, bottled by W. Edwards, of Liverpool; 50 casks ale, pints, bottled by W. Younger and Co.; 50 casks ale, quarts, bottled by W. Younger and Co.; 50 cases Mitchell's whisky, in barrels, flasks, jars, &c.; 30 cases brandy, in flasks and half-flasks; 10 qr-casks superior sherry; 10 cases, in quarts and pints, champagne, 'Wachters' and Collins' brands; 5 cases No. 2 muscatelle; 1 case cigars; 1 case Cheddar cheese; 50 sacks potatoes; 5 cases cheese; 10 kegs butter; 6 cases best hickory axe handles; 4 do do pick do; 2 do dodge hammer handles; 5 cases American brooms, in 40doz.; 40 boxes Chance's window glass, 16oz., assorted sizes; 45 cases American chairs, various patterns; Sundries. Terms liberal. xyxy=(32,636,281,949)
section-heading: Music xyxy=(834,1089,1083,1113)
ad-heading: GEO. REICHARDT'S xyxy=(889,1122,1028,1137)
advertisement xyxy=(1636,430,1886,529)
column-1 xyxy=(23,68,291,1932)
advertisement xyxy=(1369,1507,1618,1648)
ad-body: ON SALE.—Rye Grass and Cocksfoot Seed. xyxy=(299,656,502,668)
ad-body: Have now received a fresh supply of— Thorley's cattle food; Cocoatina; Homœopathic medicines; Pyretic saline; Hair brushes; Bath sponges and sponge nets; Pottle's Highland oil; Eau de Cologne; Fredericksball water; Vinegar bitters; Pear's glycerine soaps, &c., &c. xyxy=(299,1530,548,1597)
ad-body: Sold in packets at 1s., and in tins at 1s. 6d., 5s., 10s., 15s., and 20s. each. This Powder is unrivalled in destroying fleas, bugs, ants, flies, cockroaches, beetles, gnats, mosquitoes, moths in furs, and every other species of insects in all stages of metamorphosis; whilst it is perfectly harmless to the smallest animals or birds. xyxy=(1636,569,1886,650)
ad-subheading: SALE OF HORSES. xyxy=(377,129,470,142)
section-heading: Business Notices xyxy=(1369,78,1618,102)
advertisement xyxy=(1369,1178,1618,1316)
ad-heading: BOWDEN'S MUSIC DEPOT. xyxy=(866,1533,1051,1548)
ad-body: Drysalters and Druggists Sundrymen, General and Commission Merchants, Wellington, Melbourne, and London. Have made arrangements, through their London firm, by which they will be able to execute Indents upon the most favorable terms. Our English shipments having arrived, our stock will now be found comprehensive and complete, and comprises— Calvert's carbolic acid, SHEEP DIP, and reliable disinfectants; Photographic chemicals, cameras, Dallmeyer's lenses, and sundries; Homœopathic medicines, medicine chests, books, and pocket cases; Arts, artificial teeth, tooth instruments, and dental sundries, surgical instruments; Patent medicines, perfumery, fancy goods, soaps, and brushware; Varnishes—Noble and Hoare's, Mander's and Bigby's; Aerated-water maker's materials—Corks, bottles, sulphuric acid, essence of wine, ginger, &c.; Brewer's isinglass and sundries; Arsenic, sulphur, bluestone, salt soap, castor and salad oils, caraway, hemp, and rape seeds. xyxy=(1636,145,1886,417)
advertisement xyxy=(1101,1720,1350,1776)
ad-body: 6 cases cut axles; 25 do carriage bolts; 3 do fire fenders and paint irons; 4 do enamelled clock and leather; 3 cases saddlery; 5 cases cartridges; 4 do solid copper tacks; 12 do jigging dredges; 33 bundles axes; 12 do cutlery; 210 planks, hickory and ash; 14 cases spokes and nuts. xyxy=(566,1261,816,1342)
ad-body: Since the introduction of UDOLPHO WOLFE'S SCHNAPPS it has become, through its wonderful medicinal merits, the most largely consumed spirit in this market, and it therefore is not surprising that it has been IMITATED AND COUNTERFEITED. Purchasers should use the greatest caution or they will have a SPURIOUS AND CHEAPER Article palmed off on them as the GENUINE SCHNAPPS. Some unprincipled people are retailing a compound of their own manufacture which they sell under the name of 'WOLFE'S SCHNAPPS.' We therefore strongly advise purchasers to protect themselves, and buy only ORIGINAL UNOPENED BOTTLES OR CASES, And thus secure the full advantages of this EXTRAORDINARY MEDICAL BEVERAGE. Every genuine bottle bears a label with our name thereon. xyxy=(1101,929,1350,1147)
ad-body: TARATAHI SAW & PLANING MILLS, WAIRARAPA. Yard in Wellington—Pipitea Point. xyxy=(1101,1801,1350,1827)
ad-body: This Baking Powder is packed in half-pound canisters specially adapted for the climate of New Zealand. It makes light wholesome bread without yeast; also biscuits, cakes, and all kinds of pastry without eggs, and with less than half the usual quantity of butter. xyxy=(1636,972,1886,1040)
ad-heading: FELTON, GRIMWADE, AND CO. xyxy=(1653,112,1869,126)
ad-signature: N. J. ISAACS, Auctioneer. xyxy=(420,358,548,371)
section-heading: Auctions xyxy=(32,78,281,102)
advertisement xyxy=(1636,820,1886,932)
ad-heading: TO ARRIVE PER BROOMHALL. xyxy=(583,1058,799,1073)
ad-body: PANAMA-STREET. xyxy=(1101,750,1196,763)
ad-subheading: Persian Insect Destroying Powder. xyxy=(1680,553,1842,566)
ad-subheading: PIANOFORTE AND MUSIC WAREHOUSE. xyxy=(854,1140,1063,1153)
ad-list-item: No. 8, containing ... 1 3 4 xyxy=(35,300,145,312)
ad-heading: LEDIARD'S KNICKERBOCKER SCHNAPPS xyxy=(1119,1177,1332,1207)
ad-subheading: TO THE WELLINGTON CASH BOOT SHOP, CUBA-STREET. xyxy=(1386,944,1600,970)
ad-subheading: F. HAYMAN & CO. are no longer Agents for DR. J. C. AYER'S CELEBRATED MEDICINES. xyxy=(1641,1244,1881,1270)
advertisement xyxy=(1636,107,1886,427)
ad-heading: W. J. ROBERTS, BUILDER, xyxy=(1402,1062,1584,1077)
ad-signature: N. J. ISAACS. xyxy=(480,448,548,461)
ad-heading: TO ARRIVE PER QUEEN OF THE WEST. xyxy=(578,701,804,731)
